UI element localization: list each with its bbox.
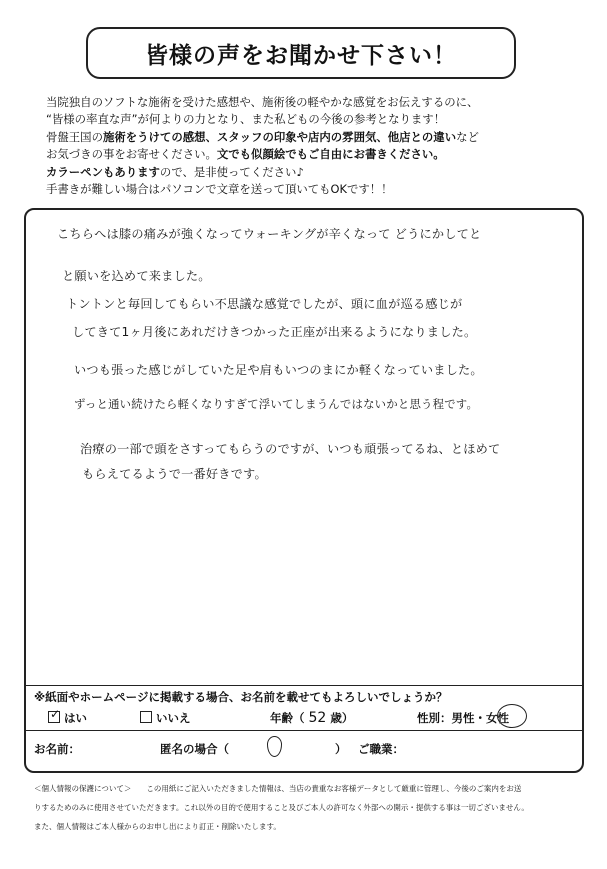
- anon-label: 匿名の場合（: [160, 742, 229, 756]
- intro-text-plain: など: [456, 129, 479, 144]
- intro-line: 当院独自のソフトな施術を受けた感想や、施術後の軽やかな感覚をお伝えするのに、: [46, 95, 479, 109]
- privacy-line: また、個人情報はご本人様からのお申し出により訂正・削除いたします。: [34, 822, 281, 831]
- yes-label: はい: [64, 711, 87, 725]
- no-option[interactable]: [140, 710, 191, 726]
- intro-text-plain: ので、是非使ってください♪: [159, 164, 304, 179]
- intro-text-bold: 施術をうけての感想、スタッフの印象や店内の雰囲気、他店との違い: [102, 129, 457, 144]
- handwritten-comment-line: いつも張った感じがしていた足や肩もいつのまにか軽くなっていました。: [74, 363, 483, 377]
- check-icon: ✓: [50, 707, 61, 721]
- handwritten-comment-line: こちらへは膝の痛みが強くなってウォーキングが辛くなって どうにかしてと: [57, 227, 482, 241]
- intro-text-plain: お気づきの事をお寄せください。: [46, 147, 217, 162]
- privacy-notice: [34, 779, 584, 836]
- handwritten-comment-line: トントンと毎回してもらい不思議な感覚でしたが、頭に血が巡る感じが: [66, 297, 463, 311]
- publish-question: ※紙面やホームページに掲載する場合、お名前を載せてもよろしいでしょうか？: [34, 690, 448, 704]
- handwritten-comment-line: と願いを込めて来ました。: [62, 269, 211, 283]
- age-field[interactable]: [270, 710, 353, 726]
- intro-text-bold: カラーペンもあります: [46, 164, 160, 179]
- no-checkbox[interactable]: [140, 711, 152, 723]
- job-label: ご職業：: [358, 742, 404, 756]
- title-box: [86, 27, 516, 79]
- age-value: 52: [308, 710, 327, 726]
- handwritten-comment-line: してきて1ヶ月後にあれだけきつかった正座が出来るようになりました。: [72, 325, 477, 339]
- intro-line: 手書きが難しい場合はパソコンで文章を送って頂いてもOKです！！: [46, 181, 393, 196]
- intro-text: [46, 94, 576, 198]
- selection-circle: [497, 704, 527, 728]
- yes-checkbox[interactable]: [48, 707, 61, 723]
- intro-text-bold: 文でも似顔絵でもご自由にお書きください。: [216, 147, 445, 162]
- yes-option[interactable]: [48, 707, 87, 726]
- intro-line: [46, 164, 576, 181]
- privacy-line: りするためのみに使用させていただきます。これ以外の目的で使用すること及びご本人の許可なく外部への開示・提供する事は一切ございません。: [34, 803, 529, 812]
- age-suffix: 歳）: [330, 711, 354, 725]
- intro-line: [46, 129, 576, 146]
- handwritten-comment-line: 治療の一部で頭をさすってもらうのですが、いつも頑張ってるね、とほめて: [80, 442, 501, 456]
- form-divider: [24, 730, 584, 731]
- age-label: 年齢（: [270, 711, 305, 725]
- intro-text-plain: 骨盤王国の: [46, 129, 103, 144]
- privacy-line: ＜個人情報の保護について＞ この用紙にご記入いただきました情報は、当店の貴重なお客様データとして厳重に管理し、今後のご案内をお送: [34, 784, 522, 793]
- intro-line: [46, 146, 576, 163]
- no-label: いいえ: [156, 711, 191, 725]
- page-title: 皆様の声をお聞かせ下さい！: [145, 42, 457, 69]
- handwritten-comment-line: ずっと通い続けたら軽くなりすぎて浮いてしまうんではないかと思う程です。: [74, 397, 479, 411]
- form-divider: [24, 685, 584, 686]
- anon-close: ）: [335, 742, 347, 756]
- name-label: お名前：: [34, 742, 80, 756]
- gender-field[interactable]: 性別：男性・女性: [417, 711, 509, 725]
- intro-line: “皆様の率直な声”が何よりの力となり、また私どもの今後の参考となります！: [46, 112, 446, 127]
- handwritten-comment-line: もらえてるようで一番好きです。: [82, 467, 267, 481]
